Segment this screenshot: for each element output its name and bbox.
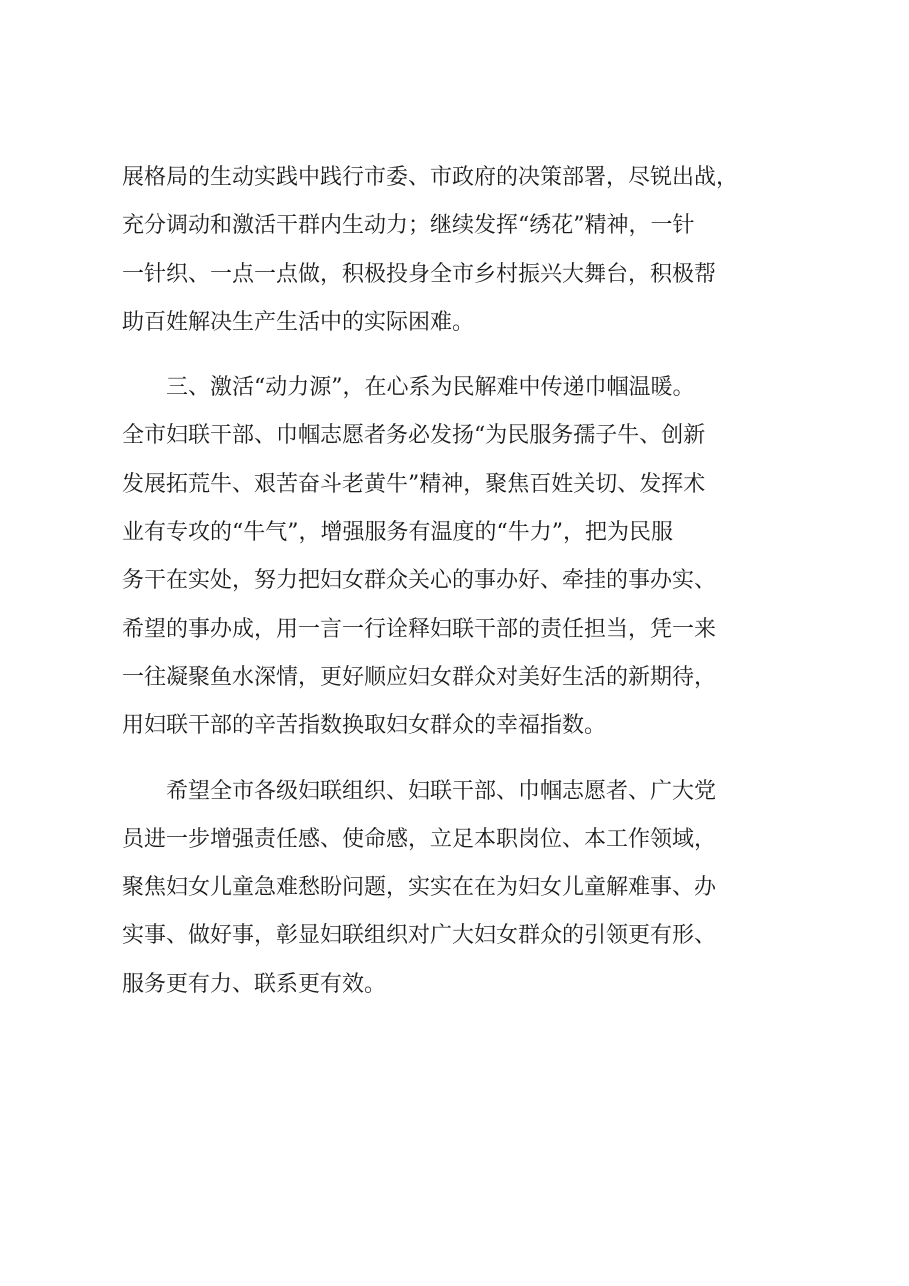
paragraph-3 <box>122 768 812 1009</box>
text-line: 实事、做好事，彰显妇联组织对广大妇女群众的引领更有形、 <box>122 923 717 949</box>
text-line: 希望全市各级妇联组织、妇联干部、巾帼志愿者、广大党 <box>122 778 717 804</box>
text-line: 一针织、一点一点做，积极投身全市乡村振兴大舞台，积极帮 <box>122 261 717 287</box>
text-line: 全市妇联干部、巾帼志愿者务必发扬“为民服务孺子牛、创新 <box>122 423 706 449</box>
paragraph-1 <box>122 154 812 347</box>
document-body <box>122 154 812 1009</box>
text-line: 充分调动和激活干群内生动力；继续发挥“绣花”精神，一针 <box>122 213 695 239</box>
text-line: 展格局的生动实践中践行市委、市政府的决策部署，尽锐出战， <box>122 165 739 190</box>
text-line: 一往凝聚鱼水深情，更好顺应妇女群众对美好生活的新期待， <box>122 664 717 690</box>
text-line: 务干在实处，努力把妇女群众关心的事办好、牵挂的事办实、 <box>122 568 717 594</box>
paragraph-spacer <box>122 347 812 364</box>
text-line: 员进一步增强责任感、使命感，立足本职岗位、本工作领域， <box>122 826 717 852</box>
text-line: 助百姓解决生产生活中的实际困难。 <box>122 309 475 335</box>
text-line: 发展拓荒牛、艰苦奋斗老黄牛”精神，聚焦百姓关切、发挥术 <box>122 471 706 497</box>
text-line: 业有专攻的“牛气”，增强服务有温度的“牛力”，把为民服 <box>122 520 673 546</box>
text-line: 三、激活“动力源”，在心系为民解难中传递巾帼温暖。 <box>122 375 695 401</box>
text-line: 服务更有力、联系更有效。 <box>122 971 387 997</box>
text-line: 希望的事办成，用一言一行诠释妇联干部的责任担当，凭一来 <box>122 616 717 642</box>
paragraph-spacer <box>122 751 812 768</box>
paragraph-2 <box>122 364 812 750</box>
text-line: 聚焦妇女儿童急难愁盼问题，实实在在为妇女儿童解难事、办 <box>122 875 717 901</box>
text-line: 用妇联干部的辛苦指数换取妇女群众的幸福指数。 <box>122 713 607 739</box>
